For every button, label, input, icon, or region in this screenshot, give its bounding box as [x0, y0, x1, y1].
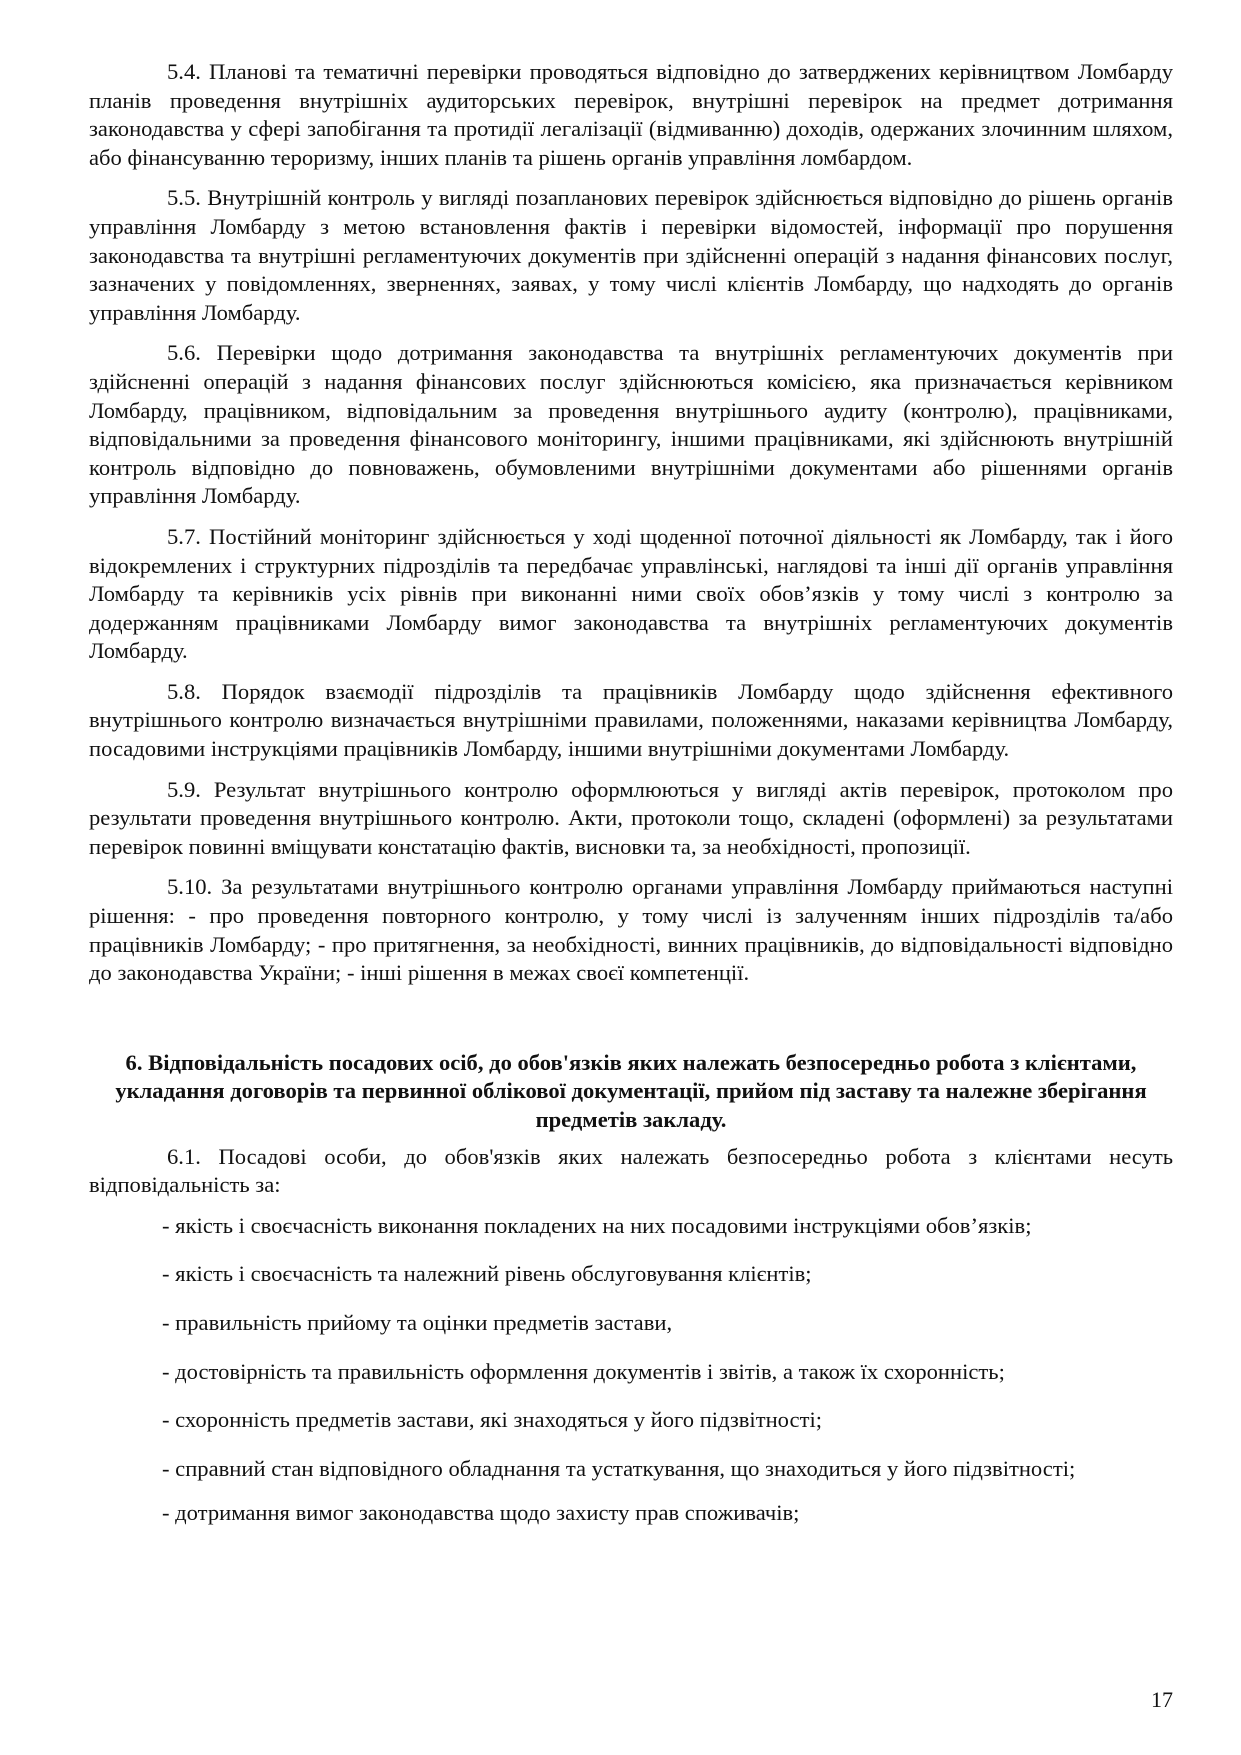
- paragraph-5-9: 5.9. Результат внутрішнього контролю оформлюються у вигляді актів перевірок, протоколом про результати проведення внутрішнього контролю. Акти, протоколи тощо, складені (оформлені) за результатами перевірок повинні вміщувати констатацію фактів, висновки та, за необхідності, пропозиції.: [89, 776, 1173, 859]
- page-number: 17: [1151, 1687, 1173, 1712]
- document-page: [89, 58, 1173, 1548]
- list-item: - якість і своєчасність та належний рівень обслуговування клієнтів;: [162, 1261, 812, 1287]
- paragraph-5-10: 5.10. За результатами внутрішнього контролю органами управління Ломбарду приймаються наступні рішення: - про проведення повторного контролю, у тому числі із залученням інших підрозділів та/або працівників Ломбарду; - про притягнення, за необхідності, винних працівників, до відповідальності відповідно до законодавства України; - інші рішення в межах своєї компетенції.: [89, 874, 1173, 986]
- paragraph-5-5: 5.5. Внутрішній контроль у вигляді позапланових перевірок здійснюється відповідно до рішень органів управління Ломбарду з метою встановлення фактів і перевірки відомостей, інформації про порушення законодавства та внутрішні регламентуючих документів при здійсненні операцій з надання фінансових послуг, зазначених у повідомленнях, зверненнях, заявах, у тому числі клієнтів Ломбарду, що надходять до органів управління Ломбарду.: [89, 185, 1173, 325]
- list-item: - справний стан відповідного обладнання та устаткування, що знаходиться у його підзвітності;: [162, 1455, 1076, 1481]
- list-item: - дотримання вимог законодавства щодо захисту прав споживачів;: [162, 1500, 800, 1526]
- paragraph-5-7: 5.7. Постійний моніторинг здійснюється у ході щоденної поточної діяльності як Ломбарду, так і його відокремлених і структурних підрозділів та передбачає управлінські, наглядові та інші дії органів управління Ломбарду та керівників усіх рівнів при виконанні ними своїх обов’язків у тому числі з контролю за додержанням працівниками Ломбарду вимог законодавства та внутрішніх регламентуючих документів Ломбарду.: [89, 523, 1173, 664]
- paragraph-5-6: 5.6. Перевірки щодо дотримання законодавства та внутрішніх регламентуючих документів при здійсненні операцій з надання фінансових послуг здійснюються комісією, яка призначається керівником Ломбарду, працівником, відповідальним за проведення внутрішнього аудиту (контролю), працівниками, відповідальними за проведення фінансового моніторингу, іншими працівниками, які здійснюють внутрішній контроль відповідно до повноважень, обумовленими внутрішніми документами або рішеннями органів управління Ломбарду.: [89, 340, 1173, 509]
- list-item: - достовірність та правильність оформлення документів і звітів, а також їх схоронність;: [162, 1358, 1005, 1384]
- list-item: - схоронність предметів застави, які знаходяться у його підзвітності;: [162, 1407, 822, 1433]
- paragraph-5-8: 5.8. Порядок взаємодії підрозділів та працівників Ломбарду щодо здійснення ефективного внутрішнього контролю визначається внутрішніми правилами, положеннями, наказами керівництва Ломбарду, посадовими інструкціями працівників Ломбарду, іншими внутрішніми документами Ломбарду.: [89, 678, 1173, 762]
- paragraph-5-4: 5.4. Планові та тематичні перевірки проводяться відповідно до затверджених керівництвом Ломбарду планів проведення внутрішніх аудиторських перевірок, внутрішні перевірок на предмет дотримання законодавства у сфері запобігання та протидії легалізації (відмиванню) доходів, одержаних злочинним шляхом, або фінансуванню тероризму, інших планів та рішень органів управління ломбардом.: [89, 59, 1173, 170]
- list-item: - правильність прийому та оцінки предметів застави,: [162, 1309, 673, 1335]
- list-item: - якість і своєчасність виконання покладених на них посадовими інструкціями обов’язків;: [162, 1212, 1032, 1238]
- paragraph-6-1: 6.1. Посадові особи, до обов'язків яких належать безпосередньо робота з клієнтами несуть відповідальність за:: [89, 1143, 1173, 1198]
- section-6-heading: 6. Відповідальність посадових осіб, до обов'язків яких належать безпосередньо робота з клієнтами, укладання договорів та первинної облікової документації, прийом під заставу та належне зберігання предметів закладу.: [115, 1049, 1147, 1132]
